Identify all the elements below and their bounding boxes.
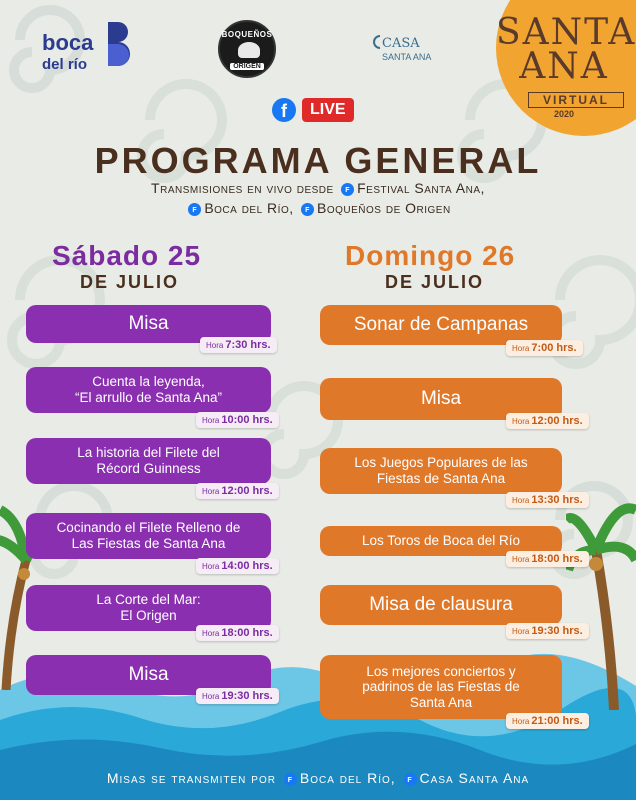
facebook-icon: f bbox=[272, 98, 296, 122]
hour-value: 13:30 hrs. bbox=[531, 494, 583, 506]
page-title: PROGRAMA GENERAL bbox=[94, 140, 542, 181]
event-name: Los Juegos Populares de las bbox=[354, 455, 528, 471]
hour-label: Hora bbox=[512, 555, 530, 564]
boquenos-logo-text: BOQUEÑOS bbox=[221, 30, 273, 39]
event-name: Santa Ana bbox=[409, 694, 473, 710]
saturday-subtitle: DE JULIO bbox=[80, 272, 180, 292]
subtitle-line-2 bbox=[0, 200, 636, 216]
event-time-badge bbox=[506, 413, 589, 429]
event-time-badge bbox=[196, 625, 279, 641]
hour-label: Hora bbox=[202, 692, 220, 701]
event-time-badge bbox=[196, 558, 279, 574]
hour-label: Hora bbox=[202, 416, 220, 425]
saturday-title: Sábado 25 bbox=[52, 240, 202, 271]
hour-label: Hora bbox=[202, 562, 220, 571]
virtual-badge-text: VIRTUAL bbox=[528, 92, 624, 108]
hour-label: Hora bbox=[202, 629, 220, 638]
hour-value: 18:00 hrs. bbox=[221, 627, 273, 639]
footer-page-name: Boca del Río, bbox=[299, 770, 396, 786]
event-time-badge bbox=[196, 412, 279, 428]
saturday-event-3 bbox=[26, 438, 271, 484]
event-time-badge bbox=[196, 483, 279, 499]
santa-ana-virtual-badge bbox=[496, 0, 636, 136]
event-name: Récord Guinness bbox=[96, 461, 201, 476]
boca-del-rio-logo bbox=[40, 22, 130, 73]
event-name: Las Fiestas de Santa Ana bbox=[71, 536, 226, 551]
year-badge-text: 2020 bbox=[553, 109, 575, 119]
hour-value: 7:30 hrs. bbox=[225, 339, 271, 351]
event-time-badge bbox=[506, 340, 583, 356]
event-name: La historia del Filete del bbox=[77, 445, 220, 461]
sunday-event-5 bbox=[320, 585, 562, 625]
santa-ana-logo-text: SANTA ANA bbox=[382, 52, 432, 62]
facebook-icon: f bbox=[284, 773, 297, 786]
boca-logo-text: boca bbox=[42, 30, 94, 55]
event-name: padrinos de las Fiestas de bbox=[362, 679, 520, 695]
santa-badge-text: SANTA bbox=[496, 12, 636, 53]
casa-logo-text: CASA bbox=[382, 36, 420, 51]
event-name: El Origen bbox=[120, 608, 177, 623]
hour-label: Hora bbox=[202, 487, 220, 496]
sunday-event-6 bbox=[320, 655, 562, 719]
palm-tree-right-illustration bbox=[566, 490, 636, 710]
event-name: “El arrullo de Santa Ana” bbox=[74, 390, 223, 405]
footer-page-name: Casa Santa Ana bbox=[419, 770, 530, 786]
hour-value: 19:30 hrs. bbox=[221, 690, 273, 702]
footer-text: Misas se transmiten por bbox=[106, 770, 276, 786]
sunday-event-3 bbox=[320, 448, 562, 494]
hour-label: Hora bbox=[512, 717, 530, 726]
swirl-icon bbox=[368, 32, 382, 52]
event-time-badge bbox=[506, 623, 589, 639]
hour-label: Hora bbox=[206, 341, 224, 350]
hour-value: 19:30 hrs. bbox=[531, 625, 583, 637]
event-name: Misa bbox=[128, 664, 169, 686]
hour-value: 12:00 hrs. bbox=[221, 485, 273, 497]
event-name: Cuenta la leyenda, bbox=[92, 374, 205, 390]
event-time-badge bbox=[200, 337, 277, 353]
event-name: La Corte del Mar: bbox=[96, 592, 201, 608]
saturday-event-2 bbox=[26, 367, 271, 413]
boquenos-de-origen-logo bbox=[218, 20, 276, 78]
live-label: LIVE bbox=[302, 98, 354, 122]
facebook-icon: f bbox=[341, 183, 354, 196]
hour-label: Hora bbox=[512, 417, 530, 426]
hat-icon bbox=[238, 42, 260, 58]
event-time-badge bbox=[506, 551, 589, 567]
hour-label: Hora bbox=[512, 496, 530, 505]
event-name: Misa de clausura bbox=[369, 594, 513, 616]
event-name: Cocinando el Filete Relleno de bbox=[56, 520, 241, 536]
hour-label: Hora bbox=[512, 344, 530, 353]
subtitle-text: Transmisiones en vivo desde bbox=[151, 180, 334, 196]
event-name: Los Toros de Boca del Río bbox=[361, 533, 521, 549]
hour-value: 14:00 hrs. bbox=[221, 560, 273, 572]
event-time-badge bbox=[196, 688, 279, 704]
event-name: Sonar de Campanas bbox=[353, 314, 529, 336]
sunday-event-1 bbox=[320, 305, 562, 345]
subtitle-page-name: Festival Santa Ana, bbox=[357, 180, 485, 196]
footer-note bbox=[0, 770, 636, 786]
subtitle-line-1 bbox=[0, 180, 636, 196]
casa-santa-ana-logo bbox=[368, 26, 448, 68]
sunday-subtitle: DE JULIO bbox=[385, 272, 485, 292]
hour-label: Hora bbox=[512, 627, 530, 636]
event-name: Misa bbox=[128, 313, 169, 335]
hour-value: 12:00 hrs. bbox=[531, 415, 583, 427]
facebook-icon: f bbox=[188, 203, 201, 216]
event-time-badge bbox=[506, 713, 589, 729]
saturday-event-4 bbox=[26, 513, 271, 559]
event-name: Fiestas de Santa Ana bbox=[376, 471, 506, 486]
hour-value: 7:00 hrs. bbox=[531, 342, 577, 354]
subtitle-page-name: Boca del Río, bbox=[204, 200, 294, 216]
del-rio-logo-text: del río bbox=[42, 56, 88, 73]
facebook-icon: f bbox=[404, 773, 417, 786]
facebook-icon: f bbox=[301, 203, 314, 216]
event-time-badge bbox=[506, 492, 589, 508]
hour-value: 21:00 hrs. bbox=[531, 715, 583, 727]
hour-value: 18:00 hrs. bbox=[531, 553, 583, 565]
sunday-title: Domingo 26 bbox=[345, 240, 516, 271]
facebook-live-badge bbox=[272, 98, 354, 122]
event-name: Misa bbox=[420, 388, 462, 410]
hour-value: 10:00 hrs. bbox=[221, 414, 273, 426]
origen-logo-text: ORIGEN bbox=[230, 63, 264, 70]
event-name: Los mejores conciertos y bbox=[366, 663, 516, 679]
b-logo-icon bbox=[106, 22, 134, 68]
subtitle-page-name: Boqueños de Origen bbox=[317, 200, 451, 216]
ana-badge-text: ANA bbox=[519, 46, 609, 87]
